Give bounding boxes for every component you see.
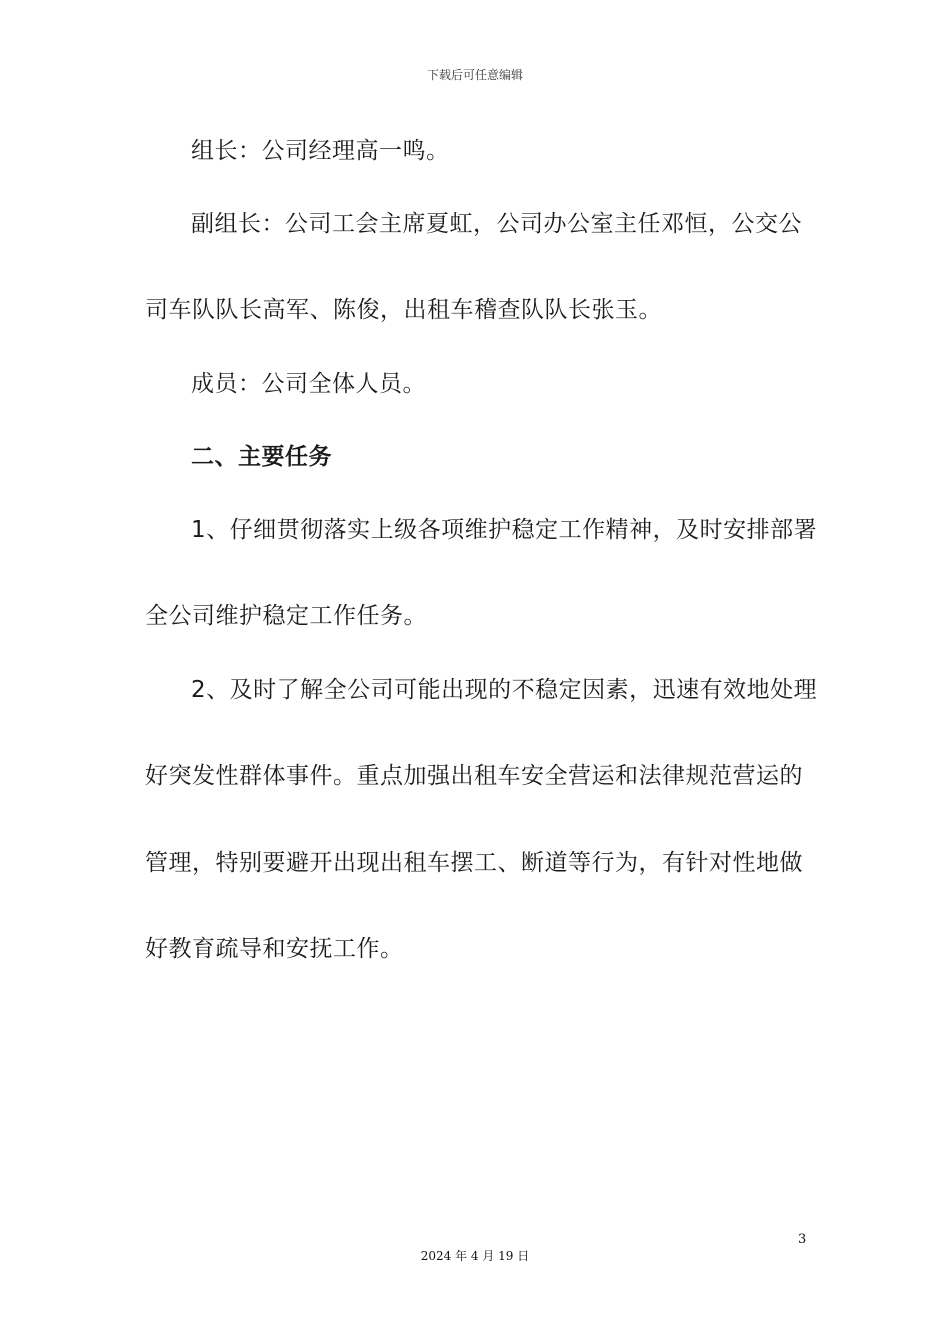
page-header: 下载后可任意编辑 [426,68,523,82]
page-number: 3 [798,1232,807,1247]
paragraph-line: 1、仔细贯彻落实上级各项维护稳定工作精神，及时安排部署 [191,517,818,543]
section-heading: 二、主要任务 [191,444,332,470]
page-footer-date: 2024 年 4 月 19 日 [420,1249,530,1263]
paragraph-line: 全公司维护稳定工作任务。 [145,603,427,629]
paragraph-line: 2、及时了解全公司可能出现的不稳定因素，迅速有效地处理 [191,677,818,703]
paragraph-line: 司车队队长高军、陈俊，出租车稽查队队长张玉。 [145,297,662,323]
paragraph-line: 管理，特别要避开出现出租车摆工、断道等行为，有针对性地做 [145,850,803,876]
paragraph-line: 副组长：公司工会主席夏虹，公司办公室主任邓恒，公交公 [191,211,802,237]
paragraph-line: 好突发性群体事件。重点加强出租车安全营运和法律规范营运的 [145,763,803,789]
paragraph-line: 成员：公司全体人员。 [191,371,426,397]
paragraph-line: 组长：公司经理高一鸣。 [191,138,450,164]
paragraph-line: 好教育疏导和安抚工作。 [145,936,404,962]
